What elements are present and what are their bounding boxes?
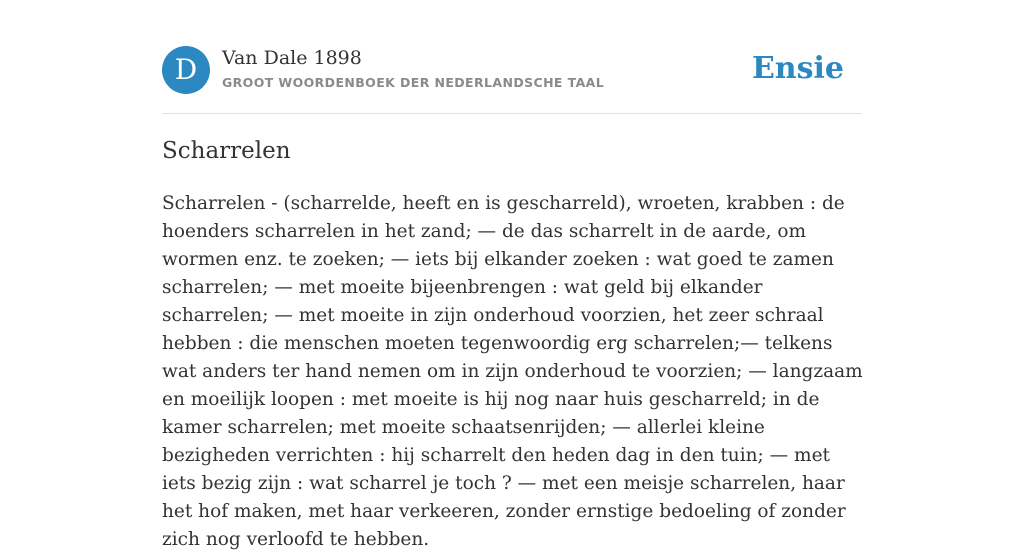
header-divider bbox=[162, 113, 862, 114]
header bbox=[162, 46, 862, 96]
definition-text: Scharrelen - (scharrelde, heeft en is gescharreld), wroeten, krabben : de hoenders scharrelen in het zand; — de das scharrelt in de aarde, om wormen enz. te zoeken; — iets bij elkander zoeken : wat goed te zamen scharrelen; — met moeite bijeenbrengen : wat geld bij elkander scharrelen; — met moeite in zijn onderhoud voorzien, het zeer schraal hebben : die menschen moeten tegenwoordig erg scharrelen;— telkens wat anders ter hand nemen om in zijn onderhoud te voorzien; — langzaam en moeilijk loopen : met moeite is hij nog naar huis gescharreld; in de kamer scharrelen; met moeite schaatsenrijden; — allerlei kleine bezigheden verrichten : hij scharrelt den heden dag in den tuin; — met iets bezig zijn : wat scharrel je toch ? — met een meisje scharrelen, haar het hof maken, met haar verkeeren, zonder ernstige bedoeling of zonder zich nog verloofd te hebben. bbox=[162, 193, 863, 550]
source-avatar[interactable]: D bbox=[162, 46, 210, 94]
source-subtitle: GROOT WOORDENBOEK DER NEDERLANDSCHE TAAL bbox=[222, 75, 605, 90]
source-title[interactable]: Van Dale 1898 bbox=[222, 47, 362, 69]
brand-logo[interactable]: Ensie bbox=[751, 51, 844, 86]
page-title: Scharrelen bbox=[162, 138, 291, 164]
